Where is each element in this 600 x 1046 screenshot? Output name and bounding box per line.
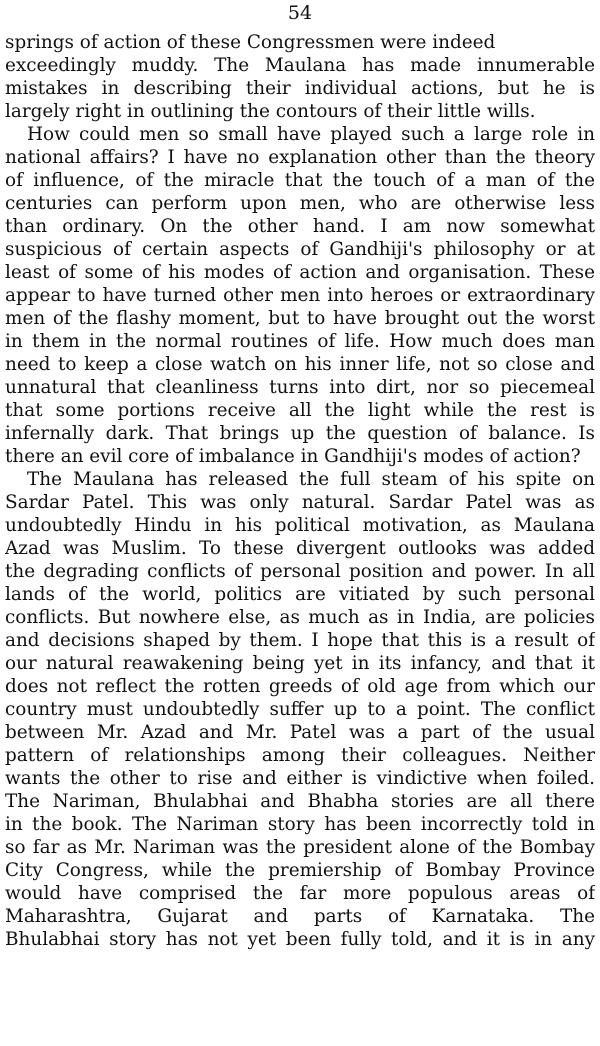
page-number: 54 bbox=[287, 2, 313, 24]
text-line: mistakes in describing their individual actions, but he is bbox=[5, 78, 595, 99]
text-line: conflicts. But nowhere else, as much as in India, are policies bbox=[5, 607, 595, 628]
body-text bbox=[5, 31, 595, 951]
text-line: largely right in outlining the contours of their little wills. bbox=[5, 101, 536, 122]
text-line: The Maulana has released the full steam of his spite on bbox=[27, 469, 595, 490]
text-line: exceedingly muddy. The Maulana has made innumerable bbox=[5, 55, 595, 76]
text-line: Sardar Patel. This was only natural. Sardar Patel was as bbox=[5, 492, 595, 513]
text-line: infernally dark. That brings up the question of balance. Is bbox=[5, 423, 595, 444]
text-line: than ordinary. On the other hand. I am now somewhat bbox=[5, 216, 595, 237]
text-line: between Mr. Azad and Mr. Patel was a part of the usual bbox=[5, 722, 595, 743]
text-line: would have comprised the far more populous areas of bbox=[5, 883, 595, 904]
text-line: City Congress, while the premiership of Bombay Province bbox=[5, 860, 595, 881]
text-line: need to keep a close watch on his inner life, not so close and bbox=[5, 354, 595, 375]
text-line: appear to have turned other men into heroes or extraordinary bbox=[5, 285, 595, 306]
text-line: does not reflect the rotten greeds of old age from which our bbox=[5, 676, 595, 697]
text-line: national affairs? I have no explanation other than the theory bbox=[5, 147, 595, 168]
text-line: there an evil core of imbalance in Gandhiji's modes of action? bbox=[5, 446, 581, 467]
text-line: How could men so small have played such a large role in bbox=[27, 124, 595, 145]
text-line: The Nariman, Bhulabhai and Bhabha stories are all there bbox=[5, 791, 595, 812]
text-line: pattern of relationships among their colleagues. Neither bbox=[5, 745, 595, 766]
text-line: wants the other to rise and either is vindictive when foiled. bbox=[5, 768, 595, 789]
text-line: the degrading conflicts of personal position and power. In all bbox=[5, 561, 595, 582]
text-line: springs of action of these Congressmen were indeed bbox=[5, 32, 496, 53]
text-line: in them in the normal routines of life. How much does man bbox=[5, 331, 595, 352]
text-line: centuries can perform upon men, who are otherwise less bbox=[5, 193, 595, 214]
text-line: and decisions shaped by them. I hope that this is a result of bbox=[5, 630, 595, 651]
text-line: Maharashtra, Gujarat and parts of Karnataka. The bbox=[5, 906, 595, 927]
text-line: Bhulabhai story has not yet been fully told, and it is in any bbox=[5, 929, 595, 950]
text-line: least of some of his modes of action and organisation. These bbox=[5, 262, 595, 283]
text-line: so far as Mr. Nariman was the president alone of the Bombay bbox=[5, 837, 595, 858]
text-line: our natural reawakening being yet in its infancy, and that it bbox=[5, 653, 595, 674]
text-line: of influence, of the miracle that the touch of a man of the bbox=[5, 170, 595, 191]
text-line: undoubtedly Hindu in his political motivation, as Maulana bbox=[5, 515, 595, 536]
text-line: in the book. The Nariman story has been incorrectly told in bbox=[5, 814, 595, 835]
text-line: that some portions receive all the light while the rest is bbox=[5, 400, 595, 421]
text-line: suspicious of certain aspects of Gandhiji's philosophy or at bbox=[5, 239, 595, 260]
text-line: men of the flashy moment, but to have brought out the worst bbox=[5, 308, 595, 329]
text-line: unnatural that cleanliness turns into dirt, nor so piecemeal bbox=[5, 377, 595, 398]
text-line: lands of the world, politics are vitiated by such personal bbox=[5, 584, 595, 605]
text-line: Azad was Muslim. To these divergent outlooks was added bbox=[5, 538, 595, 559]
text-line: country must undoubtedly suffer up to a point. The conflict bbox=[5, 699, 595, 720]
